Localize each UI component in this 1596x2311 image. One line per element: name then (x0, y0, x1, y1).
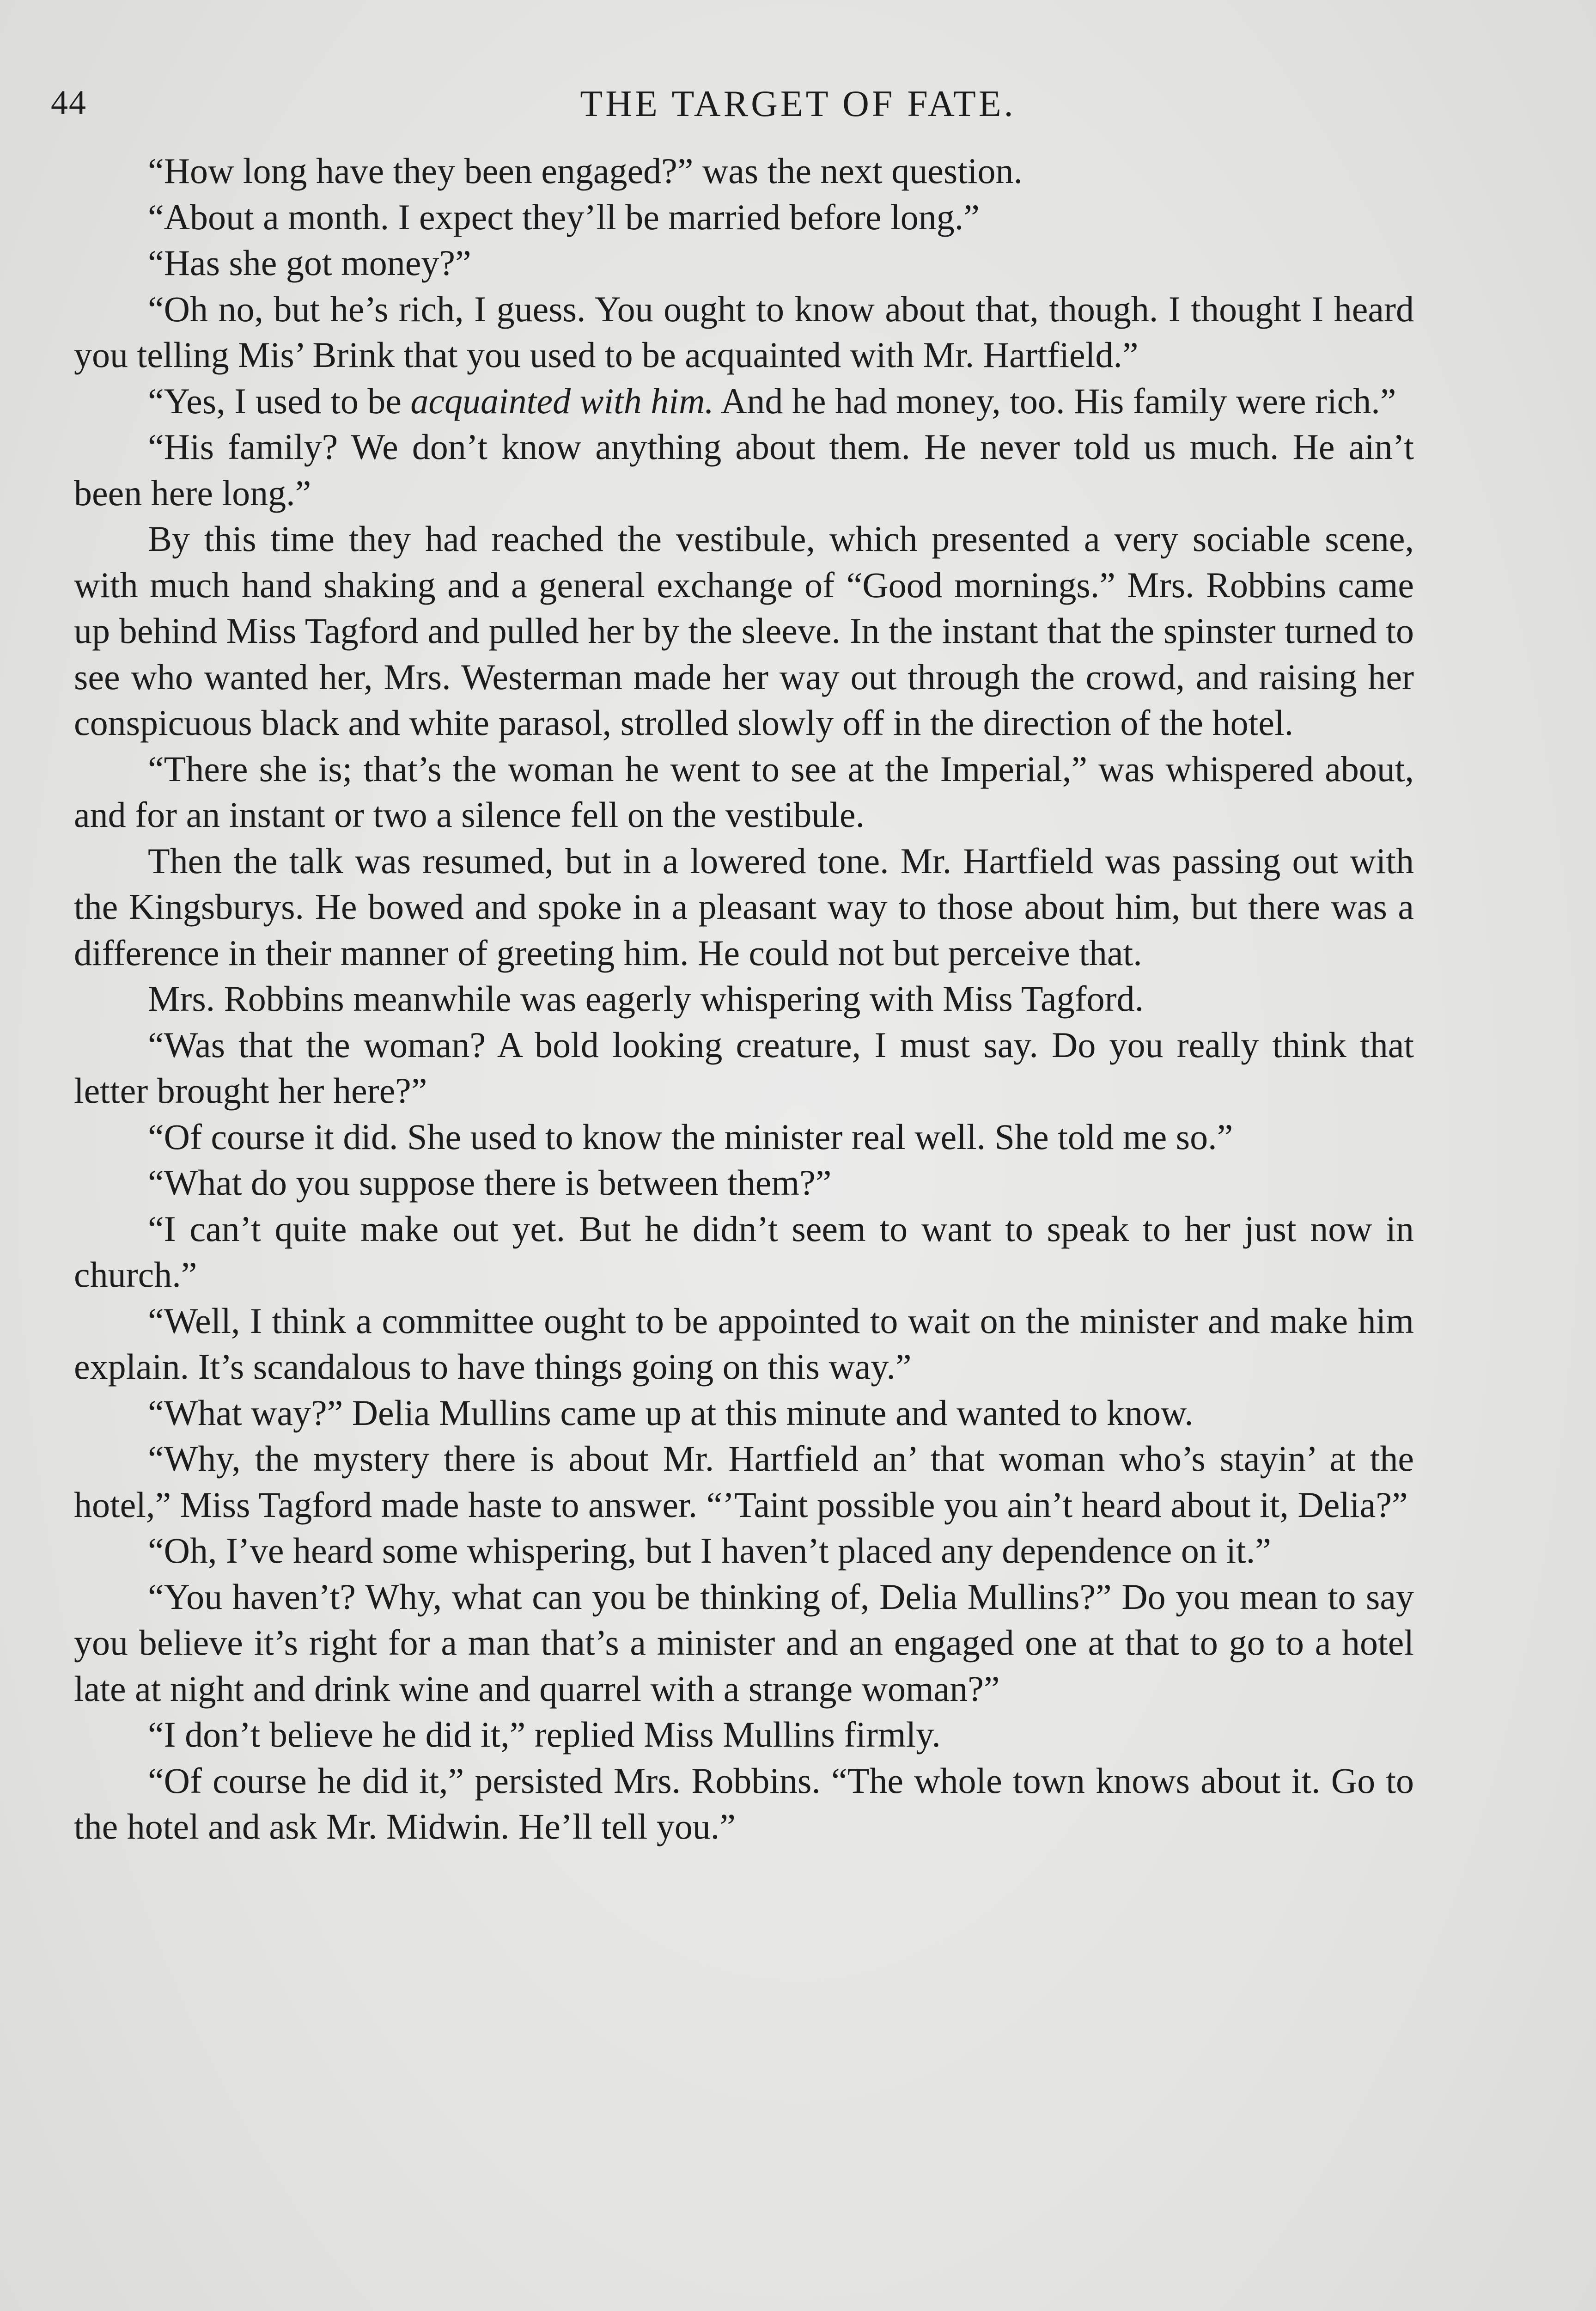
paragraph: “What way?” Delia Mullins came up at this minute and wanted to know. (148, 1392, 1194, 1433)
page-number: 44 (51, 84, 87, 122)
italic-phrase: acquainted with him. (410, 380, 714, 421)
paragraph: Then the talk was resumed, but in a lowered tone. Mr. Hartfield was passing out with the Kingsburys. He bowed and spoke in a pleasant way to those about him, but there was a difference in their manner of greeting him. He could not but perceive that. (74, 840, 1414, 973)
running-title: THE TARGET OF FATE. (580, 84, 1016, 124)
paragraph: “What do you suppose there is between them?” (148, 1162, 832, 1203)
paragraph: “Oh no, but he’s rich, I guess. You ought to know about that, though. I thought I heard you telling Mis’ Brink that you used to be acquainted with Mr. Hartfield.” (74, 288, 1414, 375)
paragraph (74, 378, 1414, 424)
paragraph: “I don’t believe he did it,” replied Miss Mullins firmly. (148, 1714, 941, 1755)
paragraph-text: And he had money, too. His family were rich.” (713, 380, 1396, 421)
paragraph: “About a month. I expect they’ll be married before long.” (148, 196, 980, 237)
paragraph: “You haven’t? Why, what can you be thinking of, Delia Mullins?” Do you mean to say you believe it’s right for a man that’s a minister and an engaged one at that to go to a hotel late at night and drink wine and quarrel with a strange woman?” (74, 1576, 1414, 1709)
paragraph: “Of course it did. She used to know the minister real well. She told me so.” (148, 1116, 1233, 1157)
paragraph: By this time they had reached the vestibule, which presented a very sociable scene, with much hand shaking and a general exchange of “Good mornings.” Mrs. Robbins came up behind Miss Tagford and pulled her by the sleeve. In the instant that the spinster turned to see who wanted her, Mrs. Westerman made her way out through the crowd, and raising her conspicuous black and white parasol, strolled slowly off in the direction of the hotel. (74, 519, 1414, 743)
body-text (74, 148, 1414, 1850)
paragraph: “Was that the woman? A bold looking creature, I must say. Do you really think that letter brought her here?” (74, 1024, 1414, 1111)
paragraph: “Well, I think a committee ought to be appointed to wait on the minister and make him explain. It’s scandalous to have things going on this way.” (74, 1300, 1414, 1387)
paragraph-text: “Yes, I used to be (148, 380, 411, 421)
paragraph: “Of course he did it,” persisted Mrs. Robbins. “The whole town knows about it. Go to the hotel and ask Mr. Midwin. He’ll tell you.” (74, 1760, 1414, 1846)
paragraph: “I can’t quite make out yet. But he didn’t seem to want to speak to her just now in church.” (74, 1208, 1414, 1295)
paragraph: “There she is; that’s the woman he went to see at the Imperial,” was whispered about, and for an instant or two a silence fell on the vestibule. (74, 748, 1414, 835)
paragraph: “His family? We don’t know anything about them. He never told us much. He ain’t been here long.” (74, 427, 1414, 513)
paragraph: “Why, the mystery there is about Mr. Hartfield an’ that woman who’s stayin’ at the hotel,” Miss Tagford made haste to answer. “’Taint possible you ain’t heard about it, Delia?” (74, 1438, 1414, 1525)
paragraph: Mrs. Robbins meanwhile was eagerly whispering with Miss Tagford. (148, 978, 1144, 1019)
paragraph: “How long have they been engaged?” was the next question. (148, 151, 1023, 191)
paragraph: “Has she got money?” (148, 243, 471, 283)
paragraph: “Oh, I’ve heard some whispering, but I haven’t placed any dependence on it.” (148, 1530, 1271, 1571)
page-header (0, 69, 1596, 129)
